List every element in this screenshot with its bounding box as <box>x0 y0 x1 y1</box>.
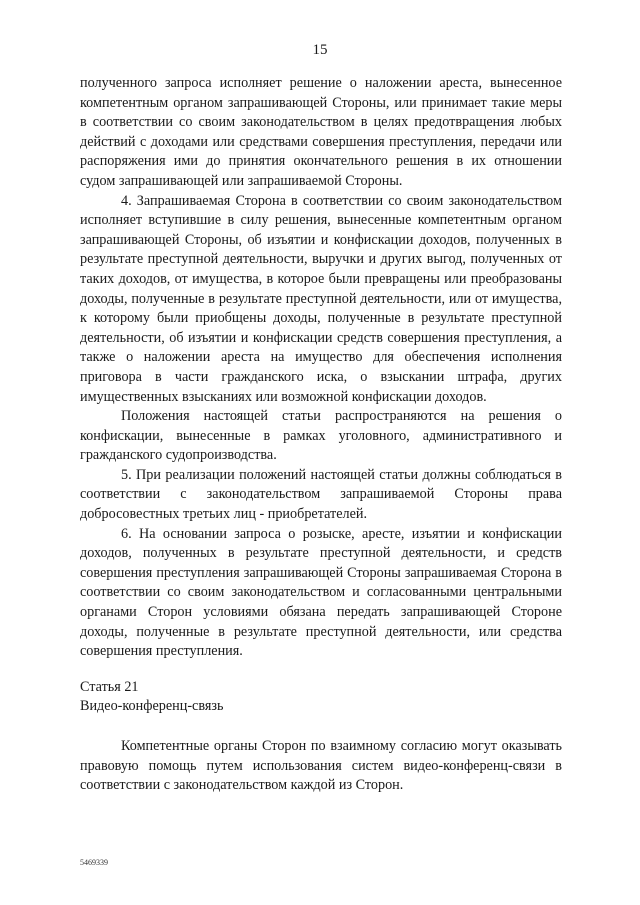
article-number: Статья 21 <box>80 678 139 695</box>
paragraph-continuation: полученного запроса исполняет решение о наложении ареста, вынесенное компетентным органом запрашивающей Стороны, или принимает такие меры в соответствии со своим законодательством в целях предотвращения любых действий с доходами или средствами совершения преступления, передачи или распоряжения ими до принятия окончательного решения в их отношении судом запрашивающей или запрашиваемой Стороны. <box>80 75 562 189</box>
document-body <box>80 74 562 796</box>
paragraph-scope: Положения настоящей статьи распространяются на решения о конфискации, вынесенные в рамках уголовного, административного и гражданского судопроизводства. <box>80 408 562 464</box>
paragraph-item-6: 6. На основании запроса о розыске, аресте, изъятии и конфискации доходов, полученных в результате преступной деятельности, и средств совершения преступления запрашивающей Стороны запрашиваемая Сторона в соответствии со своим законодательством и согласованными центральными органами Сторон условиями обязана передать запрашивающей Стороне доходы, полученные в результате преступной деятельности, или средства совершения преступления. <box>80 525 562 660</box>
article-title: Видео-конференц-связь <box>80 698 224 715</box>
document-code: 5469339 <box>80 858 108 867</box>
article-text: Компетентные органы Сторон по взаимному согласию могут оказывать правовую помощь путем использования систем видео-конференц-связи в соответствии с законодательством каждой из Сторон. <box>80 738 562 794</box>
page-number: 15 <box>312 42 328 58</box>
paragraph-item-4: 4. Запрашиваемая Сторона в соответствии со своим законодательством исполняет вступившие в силу решения, вынесенные компетентным органом запрашивающей Стороны, об изъятии и конфискации доходов, полученных в результате преступной деятельности, выручки и других выгод, полученных от таких доходов, от имущества, в которое были превращены или преобразованы доходы, полученные в результате преступной деятельности, или от имущества, к которому были приобщены доходы, полученные в результате преступной деятельности, об изъятии и конфискации средств совершения преступления, а также о наложении ареста на имущество для обеспечения исполнения приговора в части гражданского иска, о взыскании штрафа, других имущественных взысканиях или возможной конфискации доходов. <box>80 192 562 405</box>
paragraph-item-5: 5. При реализации положений настоящей статьи должны соблюдаться в соответствии с законодательством запрашиваемой Стороны права добросовестных третьих лиц - приобретателей. <box>80 466 562 523</box>
